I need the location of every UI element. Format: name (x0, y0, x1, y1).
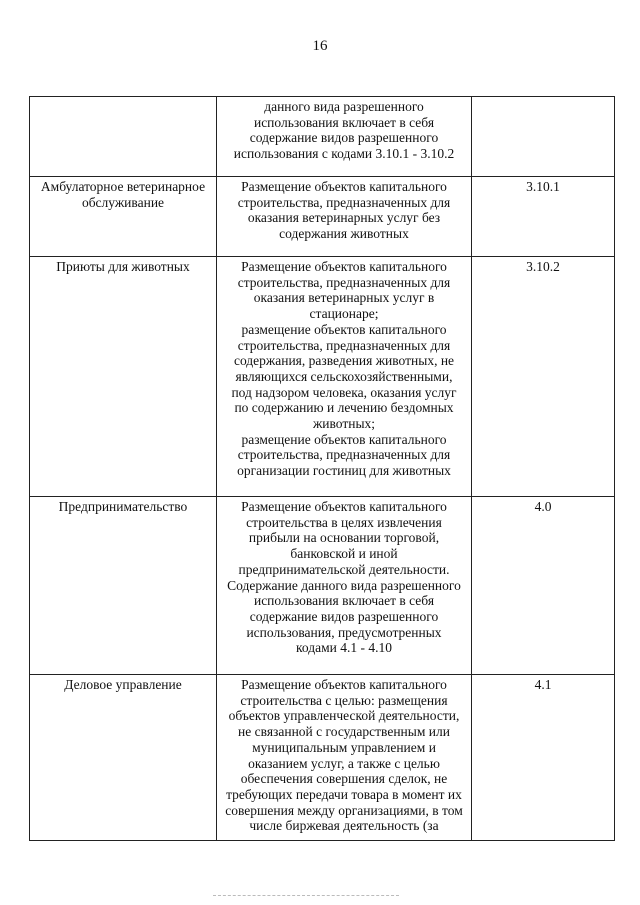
land-use-code-cell (472, 497, 615, 675)
land-use-description-line: предпринимательской деятельности. (238, 561, 450, 577)
land-use-name-cell (30, 257, 217, 497)
land-use-code: 4.0 (534, 499, 552, 514)
land-use-description-line: строительства, предназначенных для (237, 337, 451, 353)
land-use-description-line: строительства в целях извлечения (246, 514, 442, 530)
land-use-description-line: совершения между организациями, в том (225, 802, 463, 818)
land-use-description-cell (217, 97, 472, 177)
land-use-description-line: размещение объектов капитального (241, 431, 447, 447)
land-use-name-line: обслуживание (81, 194, 165, 210)
land-use-description-line: использования с кодами 3.10.1 - 3.10.2 (233, 146, 455, 162)
table-row (30, 257, 615, 497)
land-use-description-line: под надзором человека, оказания услуг (231, 384, 457, 400)
land-use-description-line: не связанной с государственным или (238, 724, 450, 740)
land-use-description-line: организации гостиниц для животных (237, 463, 451, 479)
land-use-description-cell (217, 257, 472, 497)
land-use-description-line: использования включает в себя (253, 114, 435, 130)
land-use-description-line: размещение объектов капитального (241, 321, 447, 337)
land-use-description-line: банковской и иной (290, 546, 398, 562)
table-row (30, 97, 615, 177)
land-use-description-line: использования, предусмотренных (246, 624, 442, 640)
land-use-description-line: оказания ветеринарных услуг в (253, 290, 435, 306)
land-use-name-cell (30, 675, 217, 841)
land-use-code: 3.10.2 (526, 259, 560, 274)
land-use-description-line: использования включает в себя (253, 593, 435, 609)
land-use-name-cell (30, 497, 217, 675)
land-use-description-line: строительства, предназначенных для (237, 194, 451, 210)
land-use-description-line: обеспечения совершения сделок, не (240, 771, 448, 787)
land-use-description-line: по содержанию и лечению бездомных (234, 400, 454, 416)
land-use-description-line: животных; (312, 416, 376, 432)
land-use-code: 4.1 (534, 677, 552, 692)
land-use-description-line: содержание видов разрешенного (249, 130, 439, 146)
land-use-name-line: Предпринимательство (58, 499, 188, 514)
land-use-code-cell (472, 675, 615, 841)
land-use-description-cell (217, 675, 472, 841)
land-use-code-cell (472, 257, 615, 497)
land-use-description-line: содержания, разведения животных, не (233, 353, 455, 369)
land-use-name-line: Приюты для животных (56, 259, 190, 274)
land-use-description-line: Содержание данного вида разрешенного (227, 577, 461, 593)
land-use-description-line: строительства с целью: размещения (240, 692, 448, 708)
land-use-code: 3.10.1 (526, 179, 560, 194)
land-use-description-line: числе биржевая деятельность (за (249, 818, 439, 834)
table-row (30, 177, 615, 257)
land-use-name-line: Деловое управление (64, 677, 182, 692)
land-use-table (29, 96, 615, 841)
land-use-description-line: строительства, предназначенных для (237, 447, 451, 463)
land-use-description-line: прибыли на основании торговой, (248, 530, 440, 546)
land-use-description-line: Размещение объектов капитального (241, 499, 447, 514)
land-use-description-line: содержания животных (279, 226, 409, 242)
land-use-description-line: содержание видов разрешенного (249, 608, 439, 624)
land-use-description-line: требующих передачи товара в момент их (226, 786, 462, 802)
land-use-description-line: оказанием услуг, а также с целью (248, 755, 440, 771)
land-use-description-cell (217, 177, 472, 257)
land-use-description-line: стационаре; (309, 306, 379, 322)
page-number: 16 (312, 38, 328, 54)
land-use-code-cell (472, 177, 615, 257)
land-use-description-line: Размещение объектов капитального (241, 677, 447, 692)
land-use-description-line: оказания ветеринарных услуг без (247, 210, 441, 226)
land-use-name-line: Амбулаторное ветеринарное (40, 179, 206, 194)
land-use-description-line: объектов управленческой деятельности, (228, 708, 460, 724)
table-row (30, 675, 615, 841)
land-use-code-cell (472, 97, 615, 177)
table-body (30, 97, 615, 841)
land-use-description-line: являющихся сельскохозяйственными, (235, 368, 453, 384)
land-use-name-cell (30, 177, 217, 257)
land-use-description-line: строительства, предназначенных для (237, 274, 451, 290)
land-use-description-line: кодами 4.1 - 4.10 (296, 640, 392, 656)
land-use-description-cell (217, 497, 472, 675)
land-use-description-line: муниципальным управлением и (252, 739, 436, 755)
land-use-name-cell (30, 97, 217, 177)
land-use-description-line: Размещение объектов капитального (241, 259, 447, 274)
table-row (30, 497, 615, 675)
land-use-description-line: данного вида разрешенного (264, 99, 424, 114)
land-use-description-line: Размещение объектов капитального (241, 179, 447, 194)
scan-edge-mark (213, 895, 399, 896)
